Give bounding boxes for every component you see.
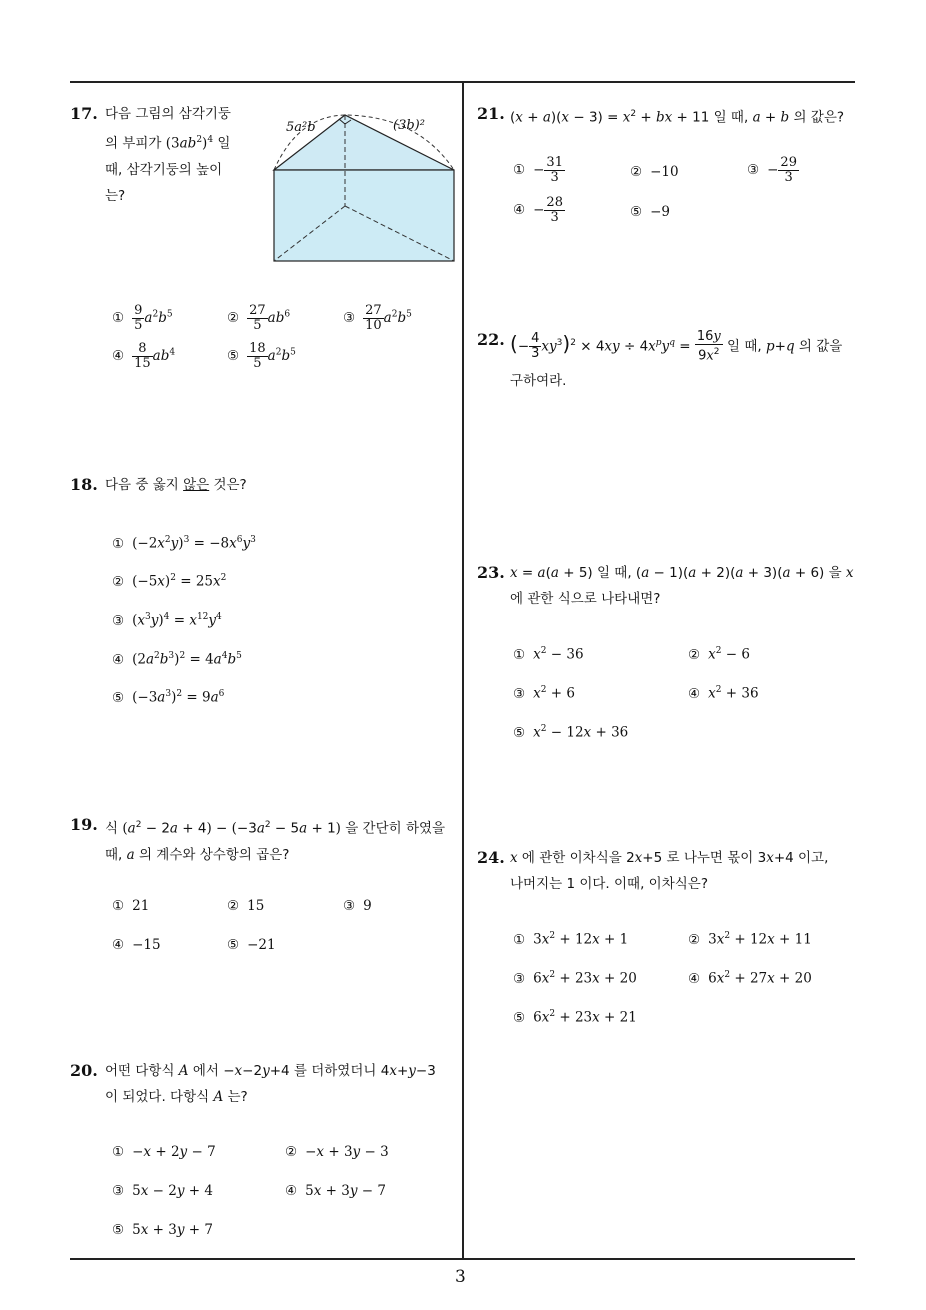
page-number: 3 (455, 1267, 466, 1287)
option-2[interactable]: ② $\frac{27}{5}$ $ab^6$ (227, 303, 291, 333)
option-3[interactable]: ③ $6x^2 + 23x + 20$ (513, 970, 637, 987)
option-1[interactable]: ① $x^2 - 36$ (513, 646, 584, 663)
option-1[interactable]: ① 21 (112, 898, 150, 914)
question-number: 23. (477, 563, 505, 582)
option-5[interactable]: ⑤ $x^2 - 12x + 36$ (513, 724, 629, 741)
option-2[interactable]: ② 15 (227, 898, 265, 914)
question-stem: 다음 중 옳지 않은 것은? (105, 477, 247, 493)
option-4[interactable]: ④ $6x^2 + 27x + 20$ (688, 970, 812, 987)
option-1[interactable]: ① $\frac{9}{5}$ $a^2b^5$ (112, 303, 173, 333)
figure-label-left: 5a²b (286, 120, 316, 135)
option-5[interactable]: ⑤ $(-3a^3)^2 = 9a^6$ (112, 689, 225, 706)
option-1[interactable]: ① $3x^2 + 12x + 1$ (513, 931, 629, 948)
option-1[interactable]: ① −x + 2y − 7 (112, 1144, 216, 1160)
option-1[interactable]: ① − $\frac{31}{3}$ (513, 155, 563, 185)
option-3[interactable]: ③ $x^2 + 6$ (513, 685, 575, 702)
option-5[interactable]: ⑤ $6x^2 + 23x + 21$ (513, 1009, 637, 1026)
option-4[interactable]: ④ $x^2 + 36$ (688, 685, 759, 702)
option-2[interactable]: ② $3x^2 + 12x + 11$ (688, 931, 812, 948)
question-number: 24. (477, 848, 505, 867)
question-number: 20. (70, 1061, 98, 1080)
option-5[interactable]: ⑤ 5x + 3y + 7 (112, 1222, 213, 1238)
question-number: 17. (70, 104, 98, 123)
option-5[interactable]: ⑤ −9 (630, 204, 671, 220)
bottom-rule (70, 1258, 855, 1260)
question-stem: $(x + a)(x - 3) = x^2$ + bx + 11 일 때, a + b 의 값은? (510, 109, 845, 126)
option-3[interactable]: ③ $(x^3y)^4 = x^{12}y^4$ (112, 612, 222, 629)
question-number: 19. (70, 815, 98, 834)
option-4[interactable]: ④ −15 (112, 937, 161, 953)
question-stem: 어떤 다항식 A 에서 −x−2y+4 를 더하였더니 4x+y−3 이 되었다. 다항식 A 는? (105, 1063, 436, 1105)
question-stem: (− $\frac{4}{3}$ $xy^3)^2 \times 4xy \div 4x^py^q$ = $\frac{16y}{9x^2}$ 일 때, p+q 의 값을 구하여라. (510, 329, 843, 390)
option-3[interactable]: ③ − $\frac{29}{3}$ (747, 155, 797, 185)
option-2[interactable]: ② −x + 3y − 3 (285, 1144, 389, 1160)
question-stem: x 에 관한 이차식을 2x+5 로 나누면 몫이 3x+4 이고, 나머지는 1 이다. 이때, 이차식은? (510, 850, 829, 892)
option-3[interactable]: ③ 9 (343, 898, 372, 914)
option-3[interactable]: ③ $\frac{27}{10}$ $a^2b^5$ (343, 303, 412, 333)
figure-label-right: (3b)² (393, 118, 425, 133)
option-2[interactable]: ② $(-5x)^2 = 25x^2$ (112, 573, 227, 590)
option-4[interactable]: ④ 5x + 3y − 7 (285, 1183, 386, 1199)
question-stem: x = a(a + 5) 일 때, (a − 1)(a + 2)(a + 3)(a + 6) 을 x 에 관한 식으로 나타내면? (510, 565, 854, 607)
option-2[interactable]: ② −10 (630, 164, 679, 180)
question-stem: 다음 그림의 삼각기둥 의 부피가 $(3ab^2)^4$ 일 때, 삼각기둥의 높이 는? (105, 106, 231, 204)
question-number: 22. (477, 330, 505, 349)
option-3[interactable]: ③ 5x − 2y + 4 (112, 1183, 213, 1199)
option-4[interactable]: ④ $\frac{8}{15}$ $ab^4$ (112, 341, 176, 371)
question-stem: 식 $(a^2 - 2a + 4) - (-3a^2 - 5a + 1)$ 을 간단히 하였을 때, a 의 계수와 상수항의 곱은? (105, 820, 446, 863)
question-number: 21. (477, 104, 505, 123)
option-5[interactable]: ⑤ −21 (227, 937, 276, 953)
question-number: 18. (70, 475, 98, 494)
option-2[interactable]: ② $x^2 - 6$ (688, 646, 750, 663)
option-1[interactable]: ① $(-2x^2y)^3 = -8x^6y^3$ (112, 535, 256, 552)
option-5[interactable]: ⑤ $\frac{18}{5}$ $a^2b^5$ (227, 341, 296, 371)
option-4[interactable]: ④ $(2a^2b^3)^2 = 4a^4b^5$ (112, 651, 242, 668)
option-4[interactable]: ④ − $\frac{28}{3}$ (513, 195, 563, 225)
